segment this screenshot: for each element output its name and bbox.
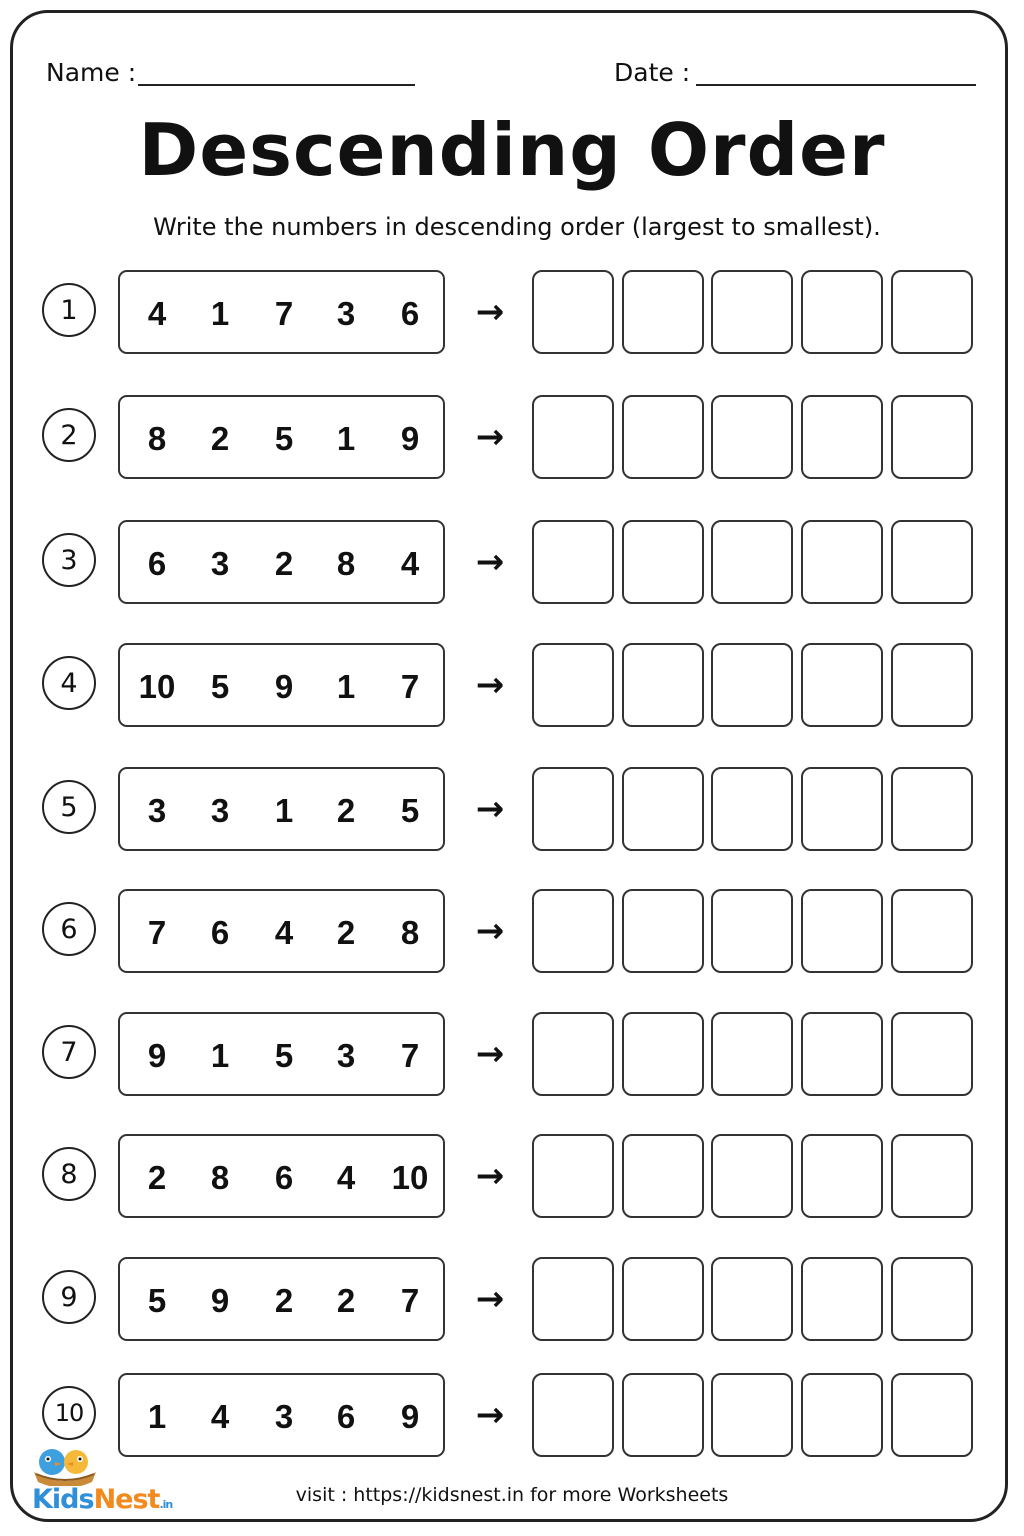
answer-box[interactable]: [532, 395, 614, 479]
answer-box[interactable]: [801, 1257, 883, 1341]
answer-box[interactable]: [711, 643, 793, 727]
given-number: 6: [400, 295, 420, 332]
given-number: 2: [336, 1282, 356, 1319]
given-number: 1: [210, 1037, 230, 1074]
answer-box[interactable]: [532, 1012, 614, 1096]
answer-box[interactable]: [891, 1012, 973, 1096]
answer-box[interactable]: [532, 270, 614, 354]
given-number: 7: [400, 668, 420, 705]
problem-row: [0, 1012, 1024, 1096]
problem-number-badge: 3: [42, 533, 96, 587]
problem-number-badge: 5: [42, 780, 96, 834]
problem-number-badge: 10: [42, 1386, 96, 1440]
logo-wordmark: KidsNest.in: [32, 1484, 173, 1515]
birds-icon: [30, 1440, 100, 1486]
arrow-right-icon: →: [475, 1034, 505, 1074]
given-numbers-box: [118, 520, 445, 604]
arrow-right-icon: →: [475, 911, 505, 951]
arrow-right-icon: →: [475, 542, 505, 582]
given-number: 6: [274, 1159, 294, 1196]
arrow-right-icon: →: [475, 789, 505, 829]
given-number: 6: [147, 545, 167, 582]
answer-box[interactable]: [532, 1134, 614, 1218]
given-number: 9: [147, 1037, 167, 1074]
answer-box[interactable]: [711, 520, 793, 604]
given-number: 7: [400, 1037, 420, 1074]
given-number: 7: [147, 914, 167, 951]
given-number: 5: [274, 1037, 294, 1074]
given-number: 6: [336, 1398, 356, 1435]
problem-row: [0, 270, 1024, 354]
given-number: 5: [147, 1282, 167, 1319]
answer-box[interactable]: [622, 395, 704, 479]
problem-row: [0, 520, 1024, 604]
answer-box[interactable]: [622, 643, 704, 727]
date-label: Date :: [614, 58, 691, 87]
problem-number-badge: 1: [42, 283, 96, 337]
answer-box[interactable]: [801, 1373, 883, 1457]
given-numbers-box: [118, 395, 445, 479]
arrow-right-icon: →: [475, 417, 505, 457]
answer-box[interactable]: [532, 520, 614, 604]
answer-box[interactable]: [711, 1012, 793, 1096]
given-number: 8: [210, 1159, 230, 1196]
given-number: 8: [400, 914, 420, 951]
answer-box[interactable]: [891, 1134, 973, 1218]
answer-box[interactable]: [711, 889, 793, 973]
given-number: 4: [210, 1398, 230, 1435]
given-number: 2: [210, 420, 230, 457]
problem-row: [0, 643, 1024, 727]
answer-box[interactable]: [532, 767, 614, 851]
answer-box[interactable]: [801, 1134, 883, 1218]
given-number: 5: [274, 420, 294, 457]
answer-box[interactable]: [711, 1373, 793, 1457]
name-field[interactable]: [138, 84, 415, 86]
answer-box[interactable]: [622, 1257, 704, 1341]
instructions-text: Write the numbers in descending order (largest to smallest).: [153, 213, 881, 241]
arrow-right-icon: →: [475, 292, 505, 332]
given-number: 4: [274, 914, 294, 951]
answer-box[interactable]: [891, 270, 973, 354]
answer-box[interactable]: [622, 1134, 704, 1218]
problem-row: [0, 1257, 1024, 1341]
name-label: Name :: [46, 58, 137, 87]
given-number: 10: [391, 1159, 429, 1196]
given-numbers-box: [118, 270, 445, 354]
answer-box[interactable]: [801, 767, 883, 851]
answer-box[interactable]: [891, 643, 973, 727]
page-title: Descending Order: [138, 108, 886, 192]
problem-number-badge: 4: [42, 656, 96, 710]
answer-box[interactable]: [711, 270, 793, 354]
answer-box[interactable]: [622, 1012, 704, 1096]
given-number: 3: [210, 792, 230, 829]
kidsnest-logo: [30, 1440, 180, 1520]
given-number: 1: [336, 668, 356, 705]
given-number: 1: [274, 792, 294, 829]
given-number: 8: [147, 420, 167, 457]
problem-number-badge: 6: [42, 902, 96, 956]
problem-row: [0, 767, 1024, 851]
answer-box[interactable]: [891, 889, 973, 973]
arrow-right-icon: →: [475, 665, 505, 705]
answer-box[interactable]: [801, 270, 883, 354]
problem-row: [0, 889, 1024, 973]
answer-box[interactable]: [801, 395, 883, 479]
given-number: 9: [400, 1398, 420, 1435]
given-number: 3: [274, 1398, 294, 1435]
answer-box[interactable]: [891, 1257, 973, 1341]
given-number: 3: [147, 792, 167, 829]
answer-box[interactable]: [801, 1012, 883, 1096]
given-number: 4: [400, 545, 420, 582]
given-numbers-box: [118, 767, 445, 851]
given-numbers-box: [118, 889, 445, 973]
given-number: 6: [210, 914, 230, 951]
given-numbers-box: [118, 643, 445, 727]
given-number: 5: [210, 668, 230, 705]
given-number: 4: [147, 295, 167, 332]
arrow-right-icon: →: [475, 1279, 505, 1319]
given-number: 3: [336, 295, 356, 332]
answer-box[interactable]: [891, 767, 973, 851]
given-number: 2: [147, 1159, 167, 1196]
given-number: 8: [336, 545, 356, 582]
arrow-right-icon: →: [475, 1156, 505, 1196]
problem-number-badge: 7: [42, 1025, 96, 1079]
answer-box[interactable]: [711, 1257, 793, 1341]
answer-box[interactable]: [532, 643, 614, 727]
answer-box[interactable]: [801, 889, 883, 973]
answer-box[interactable]: [711, 767, 793, 851]
given-numbers-box: [118, 1012, 445, 1096]
answer-box[interactable]: [532, 1257, 614, 1341]
given-number: 9: [400, 420, 420, 457]
problem-number-badge: 2: [42, 408, 96, 462]
answer-box[interactable]: [801, 643, 883, 727]
given-number: 3: [336, 1037, 356, 1074]
given-number: 4: [336, 1159, 356, 1196]
given-numbers-box: [118, 1257, 445, 1341]
given-number: 2: [336, 792, 356, 829]
answer-box[interactable]: [622, 520, 704, 604]
answer-box[interactable]: [622, 767, 704, 851]
answer-box[interactable]: [891, 395, 973, 479]
footer-text: visit : https://kidsnest.in for more Worksheets: [295, 1484, 729, 1506]
given-number: 2: [274, 1282, 294, 1319]
answer-box[interactable]: [711, 395, 793, 479]
date-field[interactable]: [696, 84, 976, 86]
arrow-right-icon: →: [475, 1395, 505, 1435]
given-number: 2: [336, 914, 356, 951]
given-number: 1: [210, 295, 230, 332]
answer-box[interactable]: [801, 520, 883, 604]
answer-box[interactable]: [532, 889, 614, 973]
problem-number-badge: 8: [42, 1147, 96, 1201]
given-number: 9: [274, 668, 294, 705]
given-numbers-box: [118, 1134, 445, 1218]
answer-box[interactable]: [891, 520, 973, 604]
answer-box[interactable]: [622, 889, 704, 973]
answer-box[interactable]: [622, 270, 704, 354]
problem-row: [0, 1134, 1024, 1218]
given-number: 7: [400, 1282, 420, 1319]
answer-box[interactable]: [532, 1373, 614, 1457]
given-number: 9: [210, 1282, 230, 1319]
problem-row: [0, 395, 1024, 479]
answer-box[interactable]: [622, 1373, 704, 1457]
answer-box[interactable]: [711, 1134, 793, 1218]
given-number: 1: [336, 420, 356, 457]
given-number: 2: [274, 545, 294, 582]
given-number: 10: [138, 668, 176, 705]
given-number: 1: [147, 1398, 167, 1435]
given-number: 5: [400, 792, 420, 829]
answer-box[interactable]: [891, 1373, 973, 1457]
problem-number-badge: 9: [42, 1270, 96, 1324]
given-number: 3: [210, 545, 230, 582]
given-number: 7: [274, 295, 294, 332]
